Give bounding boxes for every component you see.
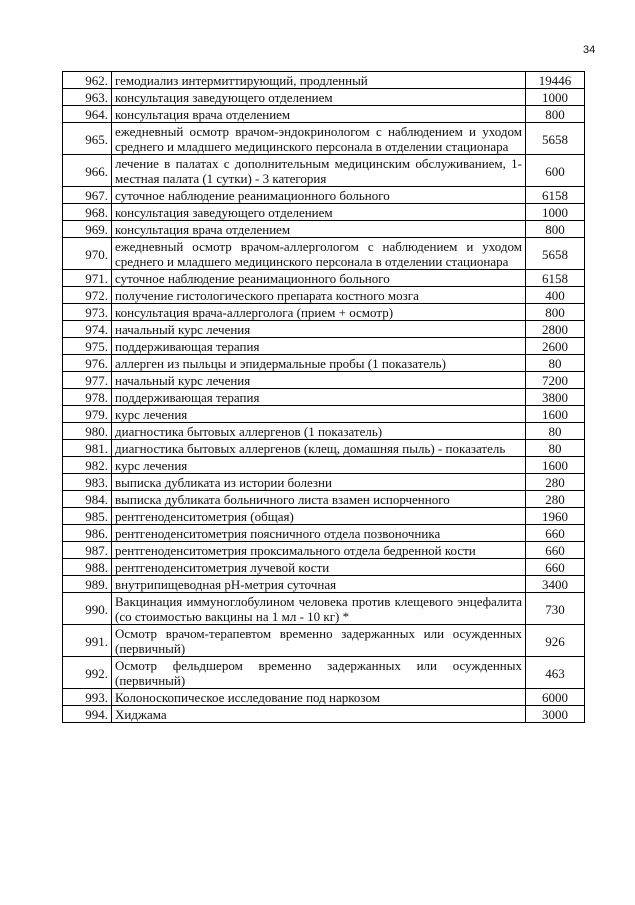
table-row (63, 625, 585, 657)
service-price: 3800 (526, 389, 585, 406)
table-row (63, 89, 585, 106)
row-number: 985. (63, 508, 112, 525)
table-row (63, 559, 585, 576)
row-number: 979. (63, 406, 112, 423)
service-description: Колоноскопическое исследование под наркозом (112, 689, 526, 706)
service-description: лечение в палатах с дополнительным медицинским обслуживанием, 1-местная палата (1 сутки) - 3 категория (112, 155, 526, 187)
row-number: 994. (63, 706, 112, 723)
service-price: 80 (526, 355, 585, 372)
service-price: 1600 (526, 406, 585, 423)
row-number: 964. (63, 106, 112, 123)
table-row (63, 406, 585, 423)
service-description: аллерген из пыльцы и эпидермальные пробы (1 показатель) (112, 355, 526, 372)
service-price: 80 (526, 440, 585, 457)
service-description: начальный курс лечения (112, 321, 526, 338)
service-description: диагностика бытовых аллергенов (клещ, домашняя пыль) - показатель (112, 440, 526, 457)
service-description: гемодиализ интермиттирующий, продленный (112, 72, 526, 89)
service-price: 1600 (526, 457, 585, 474)
row-number: 974. (63, 321, 112, 338)
table-row (63, 593, 585, 625)
row-number: 967. (63, 187, 112, 204)
service-description: суточное наблюдение реанимационного больного (112, 187, 526, 204)
table-row (63, 706, 585, 723)
table-row (63, 155, 585, 187)
service-description: рентгеноденситометрия проксимального отдела бедренной кости (112, 542, 526, 559)
row-number: 988. (63, 559, 112, 576)
row-number: 982. (63, 457, 112, 474)
table-row (63, 338, 585, 355)
table-row (63, 321, 585, 338)
service-price: 280 (526, 474, 585, 491)
service-description: консультация врача отделением (112, 221, 526, 238)
table-row (63, 106, 585, 123)
table-row (63, 657, 585, 689)
row-number: 980. (63, 423, 112, 440)
table-row (63, 689, 585, 706)
table-row (63, 287, 585, 304)
price-table (62, 71, 585, 723)
service-price: 1960 (526, 508, 585, 525)
service-price: 800 (526, 106, 585, 123)
row-number: 968. (63, 204, 112, 221)
service-price: 280 (526, 491, 585, 508)
row-number: 977. (63, 372, 112, 389)
row-number: 976. (63, 355, 112, 372)
service-price: 5658 (526, 123, 585, 155)
service-price: 660 (526, 559, 585, 576)
table-row (63, 238, 585, 270)
service-price: 600 (526, 155, 585, 187)
service-description: ежедневный осмотр врачом-эндокринологом с наблюдением и уходом среднего и младшего медицинского персонала в отделении стационара (112, 123, 526, 155)
table-row (63, 440, 585, 457)
service-price: 19446 (526, 72, 585, 89)
table-row (63, 457, 585, 474)
service-description: консультация врача отделением (112, 106, 526, 123)
table-row (63, 491, 585, 508)
row-number: 978. (63, 389, 112, 406)
service-description: начальный курс лечения (112, 372, 526, 389)
row-number: 991. (63, 625, 112, 657)
row-number: 962. (63, 72, 112, 89)
service-price: 2600 (526, 338, 585, 355)
service-price: 1000 (526, 89, 585, 106)
service-description: диагностика бытовых аллергенов (1 показатель) (112, 423, 526, 440)
row-number: 969. (63, 221, 112, 238)
row-number: 966. (63, 155, 112, 187)
table-row (63, 576, 585, 593)
row-number: 984. (63, 491, 112, 508)
service-description: курс лечения (112, 457, 526, 474)
service-price: 1000 (526, 204, 585, 221)
service-description: рентгеноденситометрия лучевой кости (112, 559, 526, 576)
row-number: 990. (63, 593, 112, 625)
service-description: выписка дубликата больничного листа взамен испорченного (112, 491, 526, 508)
page-number: 34 (583, 44, 596, 56)
service-price: 800 (526, 221, 585, 238)
row-number: 986. (63, 525, 112, 542)
service-description: курс лечения (112, 406, 526, 423)
table-row (63, 270, 585, 287)
service-price: 5658 (526, 238, 585, 270)
service-description: Осмотр врачом-терапевтом временно задержанных или осужденных (первичный) (112, 625, 526, 657)
service-description: консультация заведующего отделением (112, 89, 526, 106)
service-description: рентгеноденситометрия поясничного отдела позвоночника (112, 525, 526, 542)
service-description: внутрипищеводная рН-метрия суточная (112, 576, 526, 593)
service-price: 660 (526, 542, 585, 559)
price-table-body (63, 72, 585, 723)
service-description: поддерживающая терапия (112, 338, 526, 355)
service-description: рентгеноденситометрия (общая) (112, 508, 526, 525)
table-row (63, 542, 585, 559)
service-price: 800 (526, 304, 585, 321)
service-description: Хиджама (112, 706, 526, 723)
service-price: 660 (526, 525, 585, 542)
table-row (63, 123, 585, 155)
service-price: 7200 (526, 372, 585, 389)
table-row (63, 389, 585, 406)
row-number: 970. (63, 238, 112, 270)
service-price: 2800 (526, 321, 585, 338)
row-number: 972. (63, 287, 112, 304)
row-number: 989. (63, 576, 112, 593)
row-number: 973. (63, 304, 112, 321)
row-number: 992. (63, 657, 112, 689)
row-number: 983. (63, 474, 112, 491)
service-price: 926 (526, 625, 585, 657)
service-description: выписка дубликата из истории болезни (112, 474, 526, 491)
table-row (63, 72, 585, 89)
service-description: консультация врача-аллерголога (прием + осмотр) (112, 304, 526, 321)
service-price: 463 (526, 657, 585, 689)
service-price: 6158 (526, 187, 585, 204)
service-price: 400 (526, 287, 585, 304)
service-price: 6158 (526, 270, 585, 287)
service-price: 6000 (526, 689, 585, 706)
service-description: Осмотр фельдшером временно задержанных или осужденных (первичный) (112, 657, 526, 689)
table-row (63, 525, 585, 542)
table-row (63, 372, 585, 389)
service-price: 730 (526, 593, 585, 625)
table-row (63, 508, 585, 525)
row-number: 981. (63, 440, 112, 457)
row-number: 987. (63, 542, 112, 559)
service-description: получение гистологического препарата костного мозга (112, 287, 526, 304)
table-row (63, 187, 585, 204)
table-row (63, 423, 585, 440)
table-row (63, 304, 585, 321)
service-price: 80 (526, 423, 585, 440)
service-description: суточное наблюдение реанимационного больного (112, 270, 526, 287)
service-description: поддерживающая терапия (112, 389, 526, 406)
row-number: 965. (63, 123, 112, 155)
table-row (63, 221, 585, 238)
row-number: 993. (63, 689, 112, 706)
service-description: ежедневный осмотр врачом-аллергологом с наблюдением и уходом среднего и младшего медицинского персонала в отделении стационара (112, 238, 526, 270)
service-description: Вакцинация иммуноглобулином человека против клещевого энцефалита (со стоимостью вакцины на 1 мл - 10 кг) * (112, 593, 526, 625)
table-row (63, 474, 585, 491)
row-number: 963. (63, 89, 112, 106)
table-row (63, 204, 585, 221)
service-price: 3000 (526, 706, 585, 723)
row-number: 971. (63, 270, 112, 287)
service-price: 3400 (526, 576, 585, 593)
table-row (63, 355, 585, 372)
row-number: 975. (63, 338, 112, 355)
service-description: консультация заведующего отделением (112, 204, 526, 221)
